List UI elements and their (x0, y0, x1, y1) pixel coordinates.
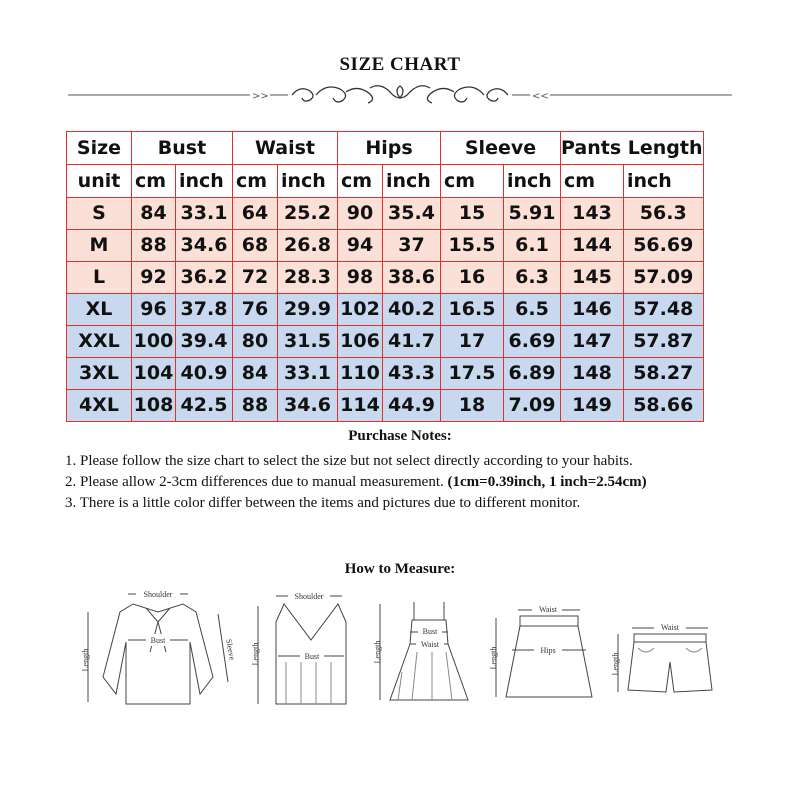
size-value: 34.6 (278, 390, 338, 422)
size-value: 80 (233, 326, 278, 358)
shorts-waist-label: Waist (660, 623, 680, 632)
how-to-measure-title: How to Measure: (344, 561, 456, 577)
note-2-text: 2. Please allow 2-3cm differences due to manual measurement. (65, 474, 444, 490)
table-row (67, 326, 704, 358)
size-value: 6.5 (504, 294, 561, 326)
top-length-label: Length (251, 642, 260, 666)
top-diagram (246, 582, 366, 712)
size-value: 25.2 (278, 198, 338, 230)
shirt-length-label: Length (81, 648, 90, 672)
purchase-notes-title: Purchase Notes: (348, 428, 452, 444)
size-value: 16 (441, 262, 504, 294)
size-value: 143 (561, 198, 624, 230)
size-label: L (67, 262, 132, 294)
ornament-divider (60, 78, 740, 112)
size-value: 76 (233, 294, 278, 326)
shirt-shoulder-label: Shoulder (143, 590, 173, 599)
skirt-diagram (488, 582, 598, 712)
size-value: 33.1 (176, 198, 233, 230)
size-value: 43.3 (383, 358, 441, 390)
dress-bust-label: Bust (422, 627, 438, 636)
size-value: 104 (132, 358, 176, 390)
size-value: 35.4 (383, 198, 441, 230)
size-value: 18 (441, 390, 504, 422)
size-label: S (67, 198, 132, 230)
size-value: 84 (233, 358, 278, 390)
size-value: 40.9 (176, 358, 233, 390)
size-value: 39.4 (176, 326, 233, 358)
size-value: 5.91 (504, 198, 561, 230)
table-header-row (67, 132, 704, 165)
size-value: 108 (132, 390, 176, 422)
size-value: 15 (441, 198, 504, 230)
svg-text:<<: << (532, 91, 549, 102)
table-row (67, 390, 704, 422)
svg-text:>>: >> (252, 91, 269, 102)
size-value: 58.66 (623, 390, 703, 422)
size-value: 58.27 (623, 358, 703, 390)
top-shoulder-label: Shoulder (294, 592, 324, 601)
size-value: 34.6 (176, 230, 233, 262)
size-label: 4XL (67, 390, 132, 422)
skirt-length-label: Length (489, 646, 498, 670)
note-3: 3. There is a little color differ between the items and pictures due to different monitor. (65, 495, 581, 511)
size-value: 31.5 (278, 326, 338, 358)
size-value: 114 (338, 390, 383, 422)
size-value: 44.9 (383, 390, 441, 422)
size-value: 106 (338, 326, 383, 358)
size-value: 40.2 (383, 294, 441, 326)
size-label: XXL (67, 326, 132, 358)
size-value: 98 (338, 262, 383, 294)
size-value: 26.8 (278, 230, 338, 262)
size-value: 57.87 (623, 326, 703, 358)
top-bust-label: Bust (304, 652, 320, 661)
table-row (67, 294, 704, 326)
size-value: 84 (132, 198, 176, 230)
size-value: 145 (561, 262, 624, 294)
size-value: 36.2 (176, 262, 233, 294)
size-label: 3XL (67, 358, 132, 390)
size-value: 96 (132, 294, 176, 326)
size-value: 90 (338, 198, 383, 230)
header-size: Size (67, 132, 132, 165)
note-2 (65, 472, 735, 493)
size-value: 41.7 (383, 326, 441, 358)
size-value: 57.48 (623, 294, 703, 326)
dress-length-label: Length (373, 640, 382, 664)
header-bust: Bust (132, 132, 233, 165)
size-table (66, 131, 704, 422)
shirt-bust-label: Bust (150, 636, 166, 645)
header-waist: Waist (233, 132, 338, 165)
size-value: 17.5 (441, 358, 504, 390)
size-value: 64 (233, 198, 278, 230)
size-value: 16.5 (441, 294, 504, 326)
shorts-length-label: Length (611, 652, 620, 676)
size-value: 7.09 (504, 390, 561, 422)
size-value: 33.1 (278, 358, 338, 390)
size-value: 88 (132, 230, 176, 262)
size-value: 68 (233, 230, 278, 262)
header-pants-length: Pants Length (561, 132, 704, 165)
size-value: 56.69 (623, 230, 703, 262)
table-row (67, 230, 704, 262)
size-value: 56.3 (623, 198, 703, 230)
size-value: 147 (561, 326, 624, 358)
header-hips: Hips (338, 132, 441, 165)
size-value: 110 (338, 358, 383, 390)
size-value: 94 (338, 230, 383, 262)
unit-cell: cm (132, 165, 176, 198)
skirt-waist-label: Waist (538, 605, 558, 614)
size-value: 6.1 (504, 230, 561, 262)
shirt-sleeve-label: Sleeve (224, 638, 237, 661)
size-value: 88 (233, 390, 278, 422)
size-value: 146 (561, 294, 624, 326)
shirt-diagram (78, 582, 238, 712)
table-row (67, 358, 704, 390)
size-value: 15.5 (441, 230, 504, 262)
unit-cell: cm (561, 165, 624, 198)
size-rows (67, 198, 704, 422)
size-value: 6.3 (504, 262, 561, 294)
note-2-conversion: (1cm=0.39inch, 1 inch=2.54cm) (447, 474, 647, 490)
unit-cell: inch (383, 165, 441, 198)
shorts-diagram (610, 582, 730, 712)
header-sleeve: Sleeve (441, 132, 561, 165)
size-value: 37 (383, 230, 441, 262)
unit-label: unit (67, 165, 132, 198)
size-value: 38.6 (383, 262, 441, 294)
size-value: 57.09 (623, 262, 703, 294)
unit-cell: cm (338, 165, 383, 198)
size-value: 102 (338, 294, 383, 326)
note-1: 1. Please follow the size chart to select the size but not select directly according to your habits. (65, 453, 633, 469)
size-value: 17 (441, 326, 504, 358)
table-row (67, 262, 704, 294)
size-label: XL (67, 294, 132, 326)
dress-waist-label: Waist (420, 640, 440, 649)
unit-cell: inch (176, 165, 233, 198)
unit-cell: cm (233, 165, 278, 198)
dress-diagram (372, 582, 482, 712)
size-value: 28.3 (278, 262, 338, 294)
size-value: 100 (132, 326, 176, 358)
unit-cell: inch (623, 165, 703, 198)
size-value: 72 (233, 262, 278, 294)
table-row (67, 198, 704, 230)
skirt-hips-label: Hips (540, 646, 556, 655)
size-value: 42.5 (176, 390, 233, 422)
size-value: 29.9 (278, 294, 338, 326)
size-value: 6.89 (504, 358, 561, 390)
size-value: 6.69 (504, 326, 561, 358)
size-value: 37.8 (176, 294, 233, 326)
purchase-notes (65, 451, 735, 514)
unit-cell: inch (278, 165, 338, 198)
size-value: 144 (561, 230, 624, 262)
size-value: 149 (561, 390, 624, 422)
unit-cell: cm (441, 165, 504, 198)
size-value: 148 (561, 358, 624, 390)
size-value: 92 (132, 262, 176, 294)
unit-cell: inch (504, 165, 561, 198)
table-unit-row (67, 165, 704, 198)
size-chart-title: SIZE CHART (339, 54, 461, 75)
size-label: M (67, 230, 132, 262)
